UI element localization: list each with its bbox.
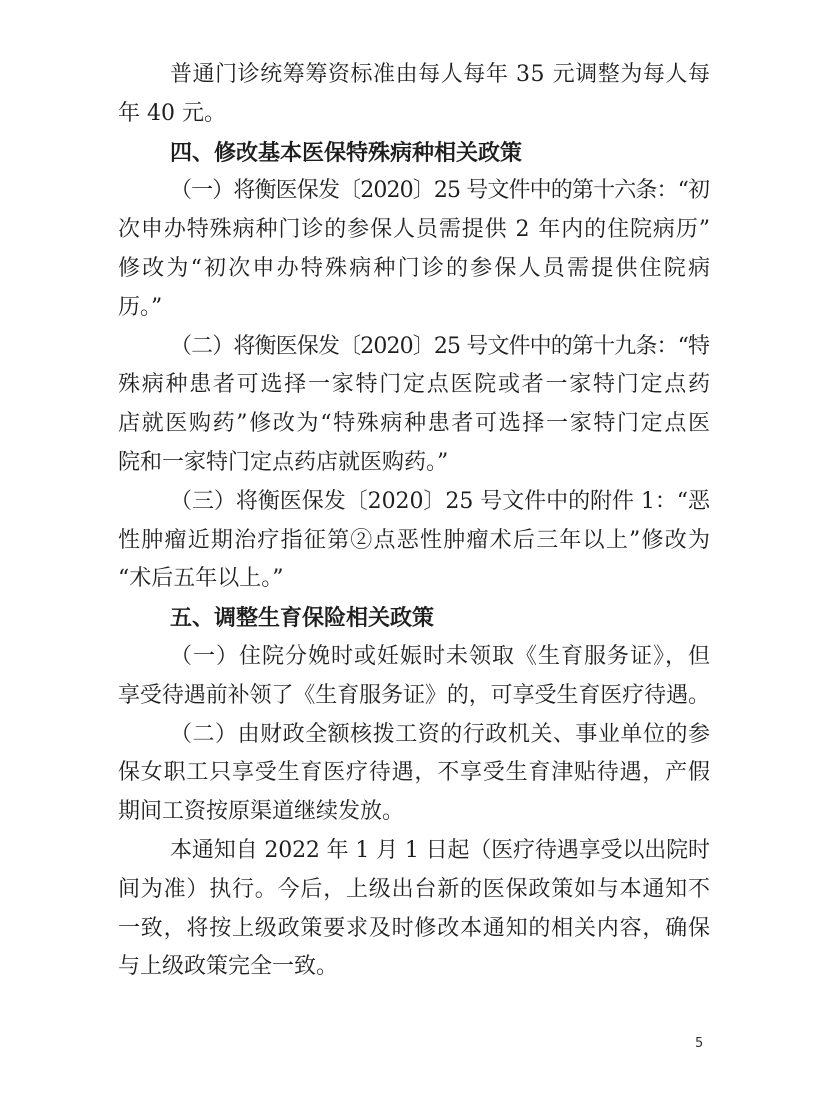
text-line: 享受待遇前补领了《生育服务证》的，可享受生育医疗待遇。 <box>118 682 710 708</box>
paragraph-item <box>118 328 710 483</box>
text-line: 店就医购药”修改为“特殊病种患者可选择一家特门定点医 <box>118 411 712 437</box>
text-line: 历。” <box>118 294 163 320</box>
text-line: （一）将衡医保发〔2020〕25 号文件中的第十六条：“初 <box>170 178 710 204</box>
paragraph-item <box>118 483 710 599</box>
text-line: 修改为“初次申办特殊病种门诊的参保人员需提供住院病 <box>118 255 713 281</box>
text-line: 年 40 元。 <box>118 100 226 126</box>
paragraph-item <box>118 172 713 327</box>
text-line: （三）将衡医保发〔2020〕25 号文件中的附件 1：“恶 <box>170 488 710 514</box>
text-line: 一致，将按上级政策要求及时修改本通知的相关内容，确保 <box>118 915 711 941</box>
section-heading: 四、修改基本医保特殊病种相关政策 <box>170 139 523 166</box>
text-line: 次申办特殊病种门诊的参保人员需提供 2 年内的住院病历” <box>118 217 711 243</box>
text-line: （一）住院分娩时或妊娠时未领取《生育服务证》，但 <box>170 643 711 669</box>
paragraph-intro <box>118 56 710 134</box>
text-line: （二）由财政全额核拨工资的行政机关、事业单位的参 <box>170 721 711 747</box>
paragraph-item <box>118 638 710 716</box>
text-line: 性肿瘤近期治疗指征第②点恶性肿瘤术后三年以上”修改为 <box>118 527 712 553</box>
text-line: 与上级政策完全一致。 <box>118 954 339 980</box>
paragraph-item <box>118 716 710 832</box>
document-body <box>118 56 713 987</box>
section-heading: 五、调整生育保险相关政策 <box>170 605 435 632</box>
paragraph-closing <box>118 832 710 987</box>
text-line: （二）将衡医保发〔2020〕25 号文件中的第十九条：“特 <box>170 333 710 359</box>
text-line: 殊病种患者可选择一家特门定点医院或者一家特门定点药 <box>118 372 712 398</box>
text-line: 保女职工只享受生育医疗待遇，不享受生育津贴待遇，产假 <box>118 760 711 786</box>
text-line: 普通门诊统筹筹资标准由每人每年 35 元调整为每人每 <box>170 62 711 87</box>
text-line: “术后五年以上。” <box>118 566 284 592</box>
text-line: 本通知自 2022 年 1 月 1 日起（医疗待遇享受以出院时 <box>170 837 710 863</box>
page-number: 5 <box>695 1036 704 1051</box>
text-line: 期间工资按原渠道继续发放。 <box>118 799 405 825</box>
text-line: 间为准）执行。今后，上级出台新的医保政策如与本通知不 <box>118 876 711 902</box>
text-line: 院和一家特门定点药店就医购药。” <box>118 449 449 475</box>
